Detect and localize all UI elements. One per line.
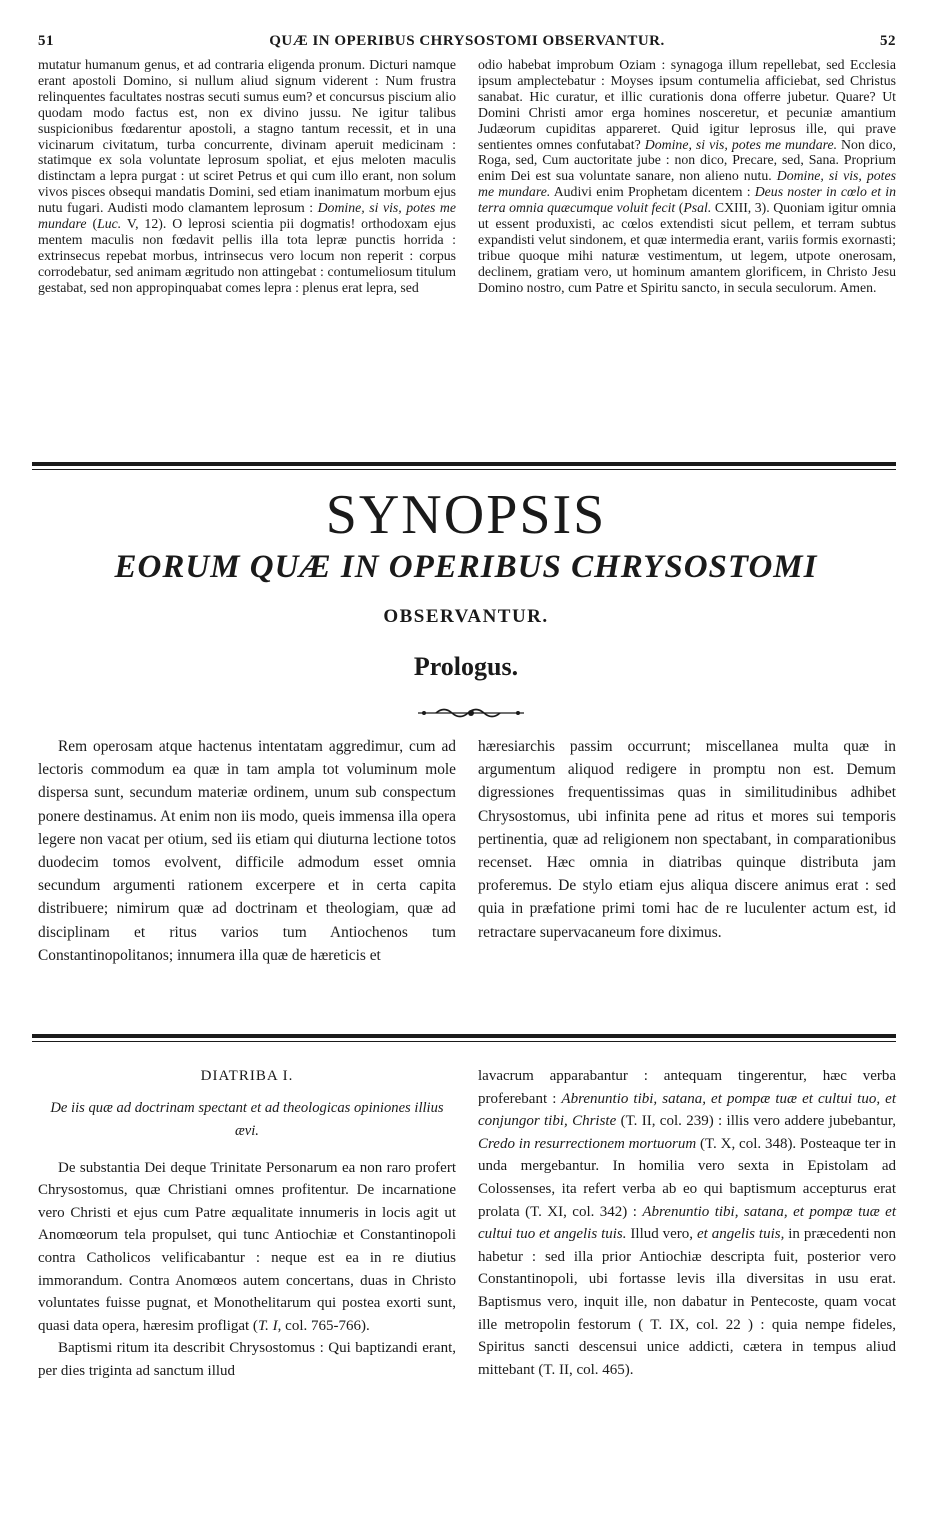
running-head [38,33,896,55]
diatriba-subtitle: De iis quæ ad doctrinam spectant et ad theologicas opiniones illius ævi. [50,1099,444,1139]
diatriba-divider-thin [32,1041,896,1042]
prologue-paragraph-left: Rem operosam atque hactenus intentatam aggredimur, cum ad lectoris commodum ea quæ in tam ampla tot voluminum mole dispersa sunt, secundum materiæ ordinem, unum sub conspectum ponere destinamus. At enim non iis modo, queis immensa illa opera legere non vacat per otium, sed iis etiam qui diuturna lectione totos duodecim tomos evolvent, difficile admodum esset omnia secundum argumenti rationem excerpere et in certa capita distribuere; nimirum quæ ad doctrinam et theologiam, quæ ad disciplinam et ritus varios tum Antiochenos tum Constantinopolitanos; innumera illa quæ de hæreticis et [38,738,456,964]
ornament-icon [416,705,526,721]
continuation-paragraph-right: odio habebat improbum Oziam : synagoga illum repellebat, sed Ecclesia ipsum amplectebatur : Moyses ipsum contumelia afficiebat, sed Christus sanabat. Hic curatur, et illic curationis dona offerre jubetur. Quare? Ut Domini Christi amor erga homines nosceretur, et pecuniæ amantium Judæorum cupiditas appareret. Quid igitur leprosus ille, qui prave sentientes omnes confutabat? Domine, si vis, potes me mundare. Non dico, Roga, sed, Cum auctoritate jube : non dico, Precare, sed, Sana. Proprium enim Dei est sua voluntate sanare, non alieno nutu. Domine, si vis, potes me mundare. Audivi enim Prophetam dicentem : Deus noster in cœlo et in terra omnia quæcumque voluit fecit (Psal. CXIII, 3). Quoniam igitur omnia ut essent produxisti, ac cœlos extendisti sicut pellem, et terram subtus expandisti velut sindonem, et quæ intermedia erant, variis formis exornasti; tribue quoque mihi naturæ vestimentum, ut legem, utpote onerosam, declinem, gratiam vero, ut hominum amantem glorificem, in Christo Jesu Domino nostro, cum Patre et Spiritu sancto, in secula seculorum. Amen. [478,57,896,295]
synopsis-subtitle: EORUM QUÆ IN OPERIBUS CHRYSOSTOMI [114,549,818,585]
prologue-column-right [478,735,896,1005]
section-divider-thin [32,469,896,470]
page-number-right: 52 [880,33,896,49]
prologus-heading: Prologus. [413,652,519,681]
prologue-columns [38,735,896,1005]
continuation-columns [38,57,896,447]
synopsis-observantur: OBSERVANTUR. [383,606,549,627]
diatriba-column-right [478,1065,896,1535]
prologue-paragraph-right: hæresiarchis passim occurrunt; miscellanea multa quæ in argumentum aliquod redigere in promptu non est. Demum digressiones frequentissimas quas in similitudinibus adhibet Chrysostomus, ubi infinita pene ad ritus et mores sui temporis pertinentia, quæ ad religionem non spectabant, in comparationibus recenset. Hæc omnia in diatribas quinque distributa jam proferemus. De stylo etiam ejus aliqua discere animus erat : sed quia in præfatione primi tomi hac de re luculenter actum est, id retractare supervacaneum fore diximus. [478,738,896,941]
synopsis-title: SYNOPSIS [325,484,607,546]
diatriba-paragraph-2: Baptismi ritum ita describit Chrysostomus : Qui baptizandi erant, per dies triginta ad sanctum illud [38,1340,456,1379]
continuation-paragraph-left: mutatur humanum genus, et ad contraria eligenda pronum. Dicturi namque erant apostoli Domino, si nullum aliud signum viderent : Num frustra relinquentes facultates nostras secuti sumus eum? et concursus piscium alio quodam modo factus est, non ex divino jussu. Ne igitur talibus suspicionibus fœdarentur apostoli, a stagno tantum recessit, et in una vicinarum civitatum, turba concurrente, divinam aperuit medicinam : statimque ex sola voluntate leprosum spoliat, et ejus meloten maculis distinctam a lepra purgat : ut sciret Petrus et qui cum illo erant, non solum vivos pisces obsequi mandatis Domini, sed etiam inanimatum morbum ejus nutu fugari. Audisti modo clamantem leprosum : Domine, si vis, potes me mundare (Luc. V, 12). O leprosi scientia pii dogmatis! orthodoxam ejus mentem maculis non fœdavit pellis illa tota lepræ punctis horrida : extrinsecus repebat morbus, intrinsecus vero locum non reperit : corpus corrodebatur, sed animam ægritudo non attingebat : contumeliosum titulum gestabat, sed non appropinquabat comes lepra : plenus erat lepra, sed [38,57,456,295]
diatriba-heading: DIATRIBA I. [200,1068,294,1084]
section-divider-thick [32,462,896,466]
continuation-column-right [478,57,896,447]
diatriba-divider-thick [32,1034,896,1038]
running-title: QUÆ IN OPERIBUS CHRYSOSTOMI OBSERVANTUR. [269,33,665,49]
diatriba-paragraph-right: lavacrum apparabantur : antequam tingerentur, hæc verba proferebant : Abrenuntio tibi, satana, et pompæ tuæ et cultui tuo, et conjungor tibi, Christe (T. II, col. 239) : illis vero addere jubebantur, Credo in resurrectionem mortuorum (T. X, col. 348). Posteaque ter in unda mergebantur. In homilia vero sexta in Epistolam ad Colossenses, ita refert verba ab eo qui baptismum accepturus erat prolata (T. XI, col. 342) : Abrenuntio tibi, satana, et pompæ tuæ et cultui tuo et angelis tuis. Illud vero, et angelis tuis, in præcedenti non habetur : sed illa prior Antiochiæ descripta fuit, posterior vero Constantinopoli, ubi fortasse levis illa diversitas in usu erat. Baptismus vero, inquit ille, non dabatur in Pentecoste, quam vocat ille metropolin festorum ( T. IX, col. 22 ) : quia nempe fideles, Spiritus sancti descensui unice addicti, cætera in tempus aliud mittebant (T. II, col. 465). [478,1068,897,1378]
continuation-column-left [38,57,456,447]
prologue-column-left [38,735,456,1005]
diatriba-paragraph-1: De substantia Dei deque Trinitate Personarum ea non raro profert Chrysostomus, quæ Christiani omnes profitentur. De incarnatione vero Christi et ejus cum Patre æqualitate innumeris in locis agit ut Anomœorum tela propulset, qui tunc Antiochiæ et Constantinopoli contra Catholicos velificabantur : neque est ea in re diutius immorandum. Contra Anomœos autem concertans, duas in Christo voluntates fuisse pugnat, et Monothelitarum qui postea exorti sunt, quasi data opera, hæresim profligat (T. I, col. 765-766). [38,1159,456,1334]
page-number-left: 51 [38,33,54,49]
diatriba-column-left [38,1065,456,1535]
diatriba-columns [38,1065,896,1535]
